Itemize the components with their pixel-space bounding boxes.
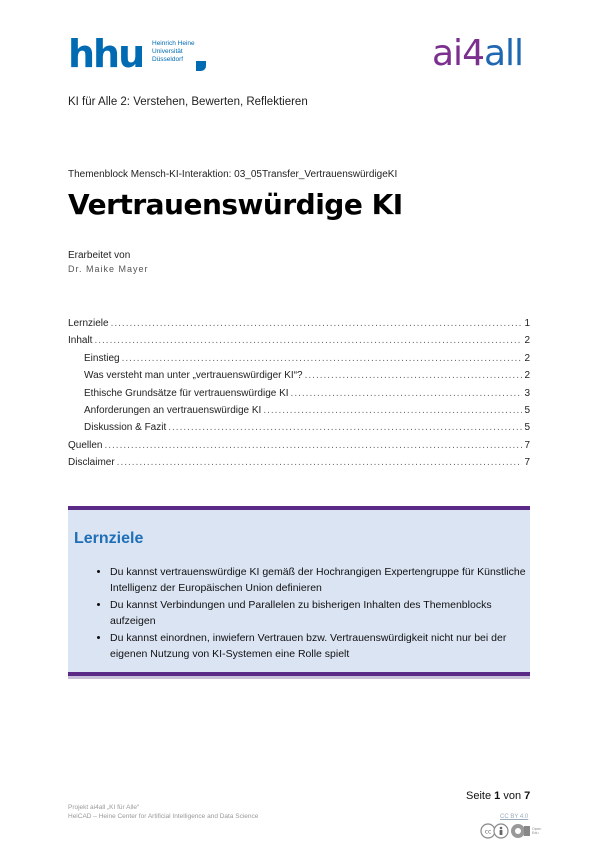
toc-leader	[305, 367, 523, 384]
toc-page: 7	[524, 457, 530, 469]
toc-entry[interactable]	[68, 419, 530, 436]
toc-entry[interactable]	[68, 367, 530, 384]
lernziel-item: • Du kannst einordnen, inwiefern Vertrauen bzw. Vertrauenswürdigkeit nicht nur bei der eigenen Nutzung von KI-Systemen eine Rolle spielt	[110, 631, 530, 662]
toc-leader	[263, 402, 522, 419]
toc-entry[interactable]	[68, 402, 530, 419]
page-title: Vertrauenswürdige KI	[68, 188, 403, 221]
toc-leader	[104, 437, 522, 454]
lernziel-item: • Du kannst Verbindungen und Parallelen zu bisherigen Inhalten des Themenblocks aufzeigen	[110, 598, 530, 629]
page-current: 1	[494, 790, 501, 802]
toc-page: 5	[524, 422, 530, 434]
cc-by-icon	[480, 822, 544, 840]
svg-text:cc: cc	[484, 828, 492, 836]
toc-leader	[291, 385, 523, 402]
lernziel-item: • Du kannst vertrauenswürdige KI gemäß der Hochrangigen Expertengruppe für Künstliche Intelligenz der Europäischen Union definieren	[110, 565, 530, 596]
toc-label: Ethische Grundsätze für vertrauenswürdige KI	[84, 387, 289, 399]
hhu-logo	[68, 34, 208, 74]
toc-page: 2	[524, 335, 530, 347]
toc-page: 2	[524, 352, 530, 364]
toc-entry[interactable]	[68, 385, 530, 402]
toc-entry[interactable]	[68, 332, 530, 349]
footer-credits	[68, 803, 258, 821]
toc-leader	[94, 332, 522, 349]
svg-text:Open: Open	[532, 827, 542, 831]
license-link[interactable]: CC BY 4.0	[500, 814, 529, 820]
lernziele-list	[90, 565, 530, 664]
author-name: Dr. Maike Mayer	[68, 264, 149, 274]
hhu-line: Heinrich Heine	[152, 40, 195, 47]
toc-page: 5	[524, 404, 530, 416]
table-of-contents	[68, 315, 530, 472]
page-mid: von	[503, 790, 522, 802]
page-number	[466, 790, 530, 802]
toc-entry[interactable]	[68, 454, 530, 471]
toc-entry[interactable]	[68, 437, 530, 454]
ai4all-logo-part2: all	[483, 33, 524, 74]
toc-entry[interactable]	[68, 315, 530, 332]
toc-label: Inhalt	[68, 335, 93, 347]
lernziele-box	[68, 506, 530, 676]
hhu-logo-subtext	[152, 40, 195, 64]
toc-entry[interactable]	[68, 350, 530, 367]
toc-page: 2	[524, 370, 530, 382]
license-badges	[480, 822, 544, 840]
toc-label: Anforderungen an vertrauenswürdige KI	[84, 404, 262, 416]
course-subtitle: KI für Alle 2: Verstehen, Bewerten, Reflektieren	[68, 96, 308, 108]
themenblock-label: Themenblock Mensch-KI-Interaktion: 03_05Transfer_VertrauenswürdigeKI	[68, 169, 398, 180]
toc-page: 7	[524, 439, 530, 451]
toc-label: Lernziele	[68, 318, 109, 329]
page-prefix: Seite	[466, 790, 492, 802]
toc-leader	[117, 454, 523, 471]
erarbeitet-label: Erarbeitet von	[68, 250, 131, 261]
lernziele-title: Lernziele	[74, 530, 144, 547]
hhu-logo-mark	[196, 61, 206, 71]
footer-line: Projekt ai4all „KI für Alle“	[68, 804, 140, 811]
toc-leader	[168, 419, 522, 436]
toc-label: Einstieg	[84, 352, 120, 364]
toc-page: 3	[524, 387, 530, 399]
toc-label: Was versteht man unter „vertrauenswürdiger KI“?	[84, 370, 303, 382]
toc-label: Disclaimer	[68, 457, 115, 469]
ai4all-logo	[432, 34, 544, 74]
svg-text:Edu: Edu	[532, 831, 539, 835]
toc-leader	[122, 350, 523, 367]
footer-line: HeiCAD – Heine Center for Artificial Intelligence and Data Science	[68, 813, 259, 820]
toc-leader	[111, 315, 523, 332]
page-total: 7	[524, 790, 531, 802]
toc-label: Diskussion & Fazit	[84, 422, 167, 434]
hhu-line: Universität	[152, 48, 183, 55]
hhu-line: Düsseldorf	[152, 56, 184, 63]
hhu-logo-letters: hhu	[68, 32, 144, 76]
toc-label: Quellen	[68, 439, 103, 451]
toc-page: 1	[524, 318, 530, 329]
ai4all-logo-part1: ai4	[432, 33, 484, 74]
